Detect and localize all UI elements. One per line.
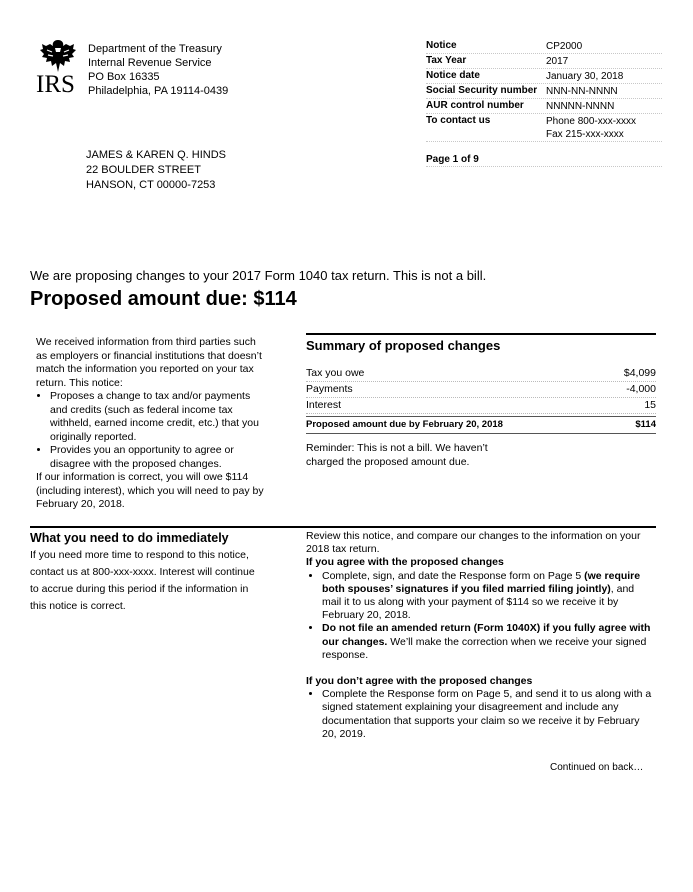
agree-b2-c: We’ll make the correction when we receive your signed response.	[322, 635, 647, 661]
recipient-line: 22 BOULDER STREET	[86, 164, 201, 176]
notice-info-table	[426, 39, 662, 167]
notice-label: Notice	[426, 40, 457, 51]
section-divider	[30, 526, 656, 528]
logo-text: IRS	[36, 71, 75, 98]
page-indicator: Page 1 of 9	[426, 142, 662, 167]
list-item	[322, 570, 656, 623]
summary-row	[306, 382, 656, 398]
notice-date-row	[426, 69, 662, 84]
aur-label: AUR control number	[426, 100, 524, 111]
notice-date-label: Notice date	[426, 70, 480, 81]
agree-b2-bold: Do not file an amended return (Form 1040X) if you fully agree with our changes.	[322, 622, 651, 648]
received-text: We received information from third parties such as employers or financial institutions that doesn’t match the information you reported on your tax return. This notice:	[36, 336, 262, 389]
received-closing: If our information is correct, you will owe $114 (including interest), which you will need to pay by February 20, 2018.	[36, 471, 264, 510]
received-list	[36, 390, 264, 471]
summary-of-changes	[306, 333, 656, 434]
agree-b1-a: Complete, sign, and date the Response form on Page 5	[322, 569, 585, 582]
contact-row	[426, 114, 662, 142]
list-item: • Provides you an opportunity to agree or disagree with the proposed changes.	[50, 444, 264, 471]
contact-phone: Phone 800-xxx-xxxx	[546, 116, 637, 127]
agree-heading: If you agree with the proposed changes	[306, 556, 504, 569]
eagle-icon	[38, 38, 78, 74]
summary-row	[306, 398, 656, 414]
summary-heading: Summary of proposed changes	[306, 333, 656, 358]
agree-list	[306, 570, 656, 662]
review-intro: Review this notice, and compare our changes to the information on your 2018 tax return.	[306, 530, 641, 556]
aur-value: NNNNN-NNNN	[546, 101, 615, 112]
list-item: • Complete the Response form on Page 5, and send it to us along with a signed statement explaining your disagreement and include any documentation that supports your claim so we receive it by February 20, 2019.	[322, 688, 656, 741]
contact-label: To contact us	[426, 115, 491, 126]
summary-row	[306, 366, 656, 382]
summary-label: Tax you owe	[306, 367, 365, 379]
agree-b1-c: , and mail it to us along with your payment of $114 so we receive it by February 20, 2018.	[322, 582, 635, 622]
contact-fax: Fax 215-xxx-xxxx	[546, 129, 624, 140]
what-to-do-text: If you need more time to respond to this notice, contact us at 800-xxx-xxxx. Interest will continue to accrue during this period if the information in this notice is correct.	[30, 549, 255, 612]
tax-year-value: 2017	[546, 56, 569, 67]
disagree-list	[306, 688, 656, 741]
ssn-value: NNN-NN-NNNN	[546, 86, 618, 97]
contact-value	[546, 114, 662, 141]
notice-value: CP2000	[546, 41, 583, 52]
reminder-text: Reminder: This is not a bill. We haven’t charged the proposed amount due.	[306, 442, 488, 468]
summary-value: -4,000	[626, 383, 656, 395]
summary-value: 15	[644, 399, 656, 411]
tax-year-row	[426, 54, 662, 69]
agency-address	[88, 42, 228, 98]
ssn-label: Social Security number	[426, 85, 538, 96]
recipient-address	[86, 148, 226, 193]
summary-value: $4,099	[623, 367, 656, 379]
continued-on-back: Continued on back…	[550, 762, 644, 773]
notice-date-value: January 30, 2018	[546, 71, 624, 82]
ssn-row	[426, 84, 662, 99]
summary-label: Interest	[306, 399, 342, 411]
summary-total-label: Proposed amount due by February 20, 2018	[306, 419, 503, 430]
agency-line: Philadelphia, PA 19114-0439	[88, 85, 229, 97]
intro-text: We are proposing changes to your 2017 Form 1040 tax return. This is not a bill.	[30, 268, 487, 283]
irs-logo	[36, 38, 80, 96]
recipient-line: JAMES & KAREN Q. HINDS	[86, 149, 226, 161]
received-info	[36, 336, 264, 512]
agency-line: Department of the Treasury	[88, 43, 222, 55]
tax-year-label: Tax Year	[426, 55, 467, 66]
recipient-line: HANSON, CT 00000-7253	[86, 179, 216, 191]
review-section	[306, 530, 656, 741]
list-item: • Proposes a change to tax and/or payments and credits (such as federal income tax withheld, earned income credit, etc.) that you originally reported.	[50, 390, 264, 444]
page-title: Proposed amount due: $114	[30, 288, 297, 310]
summary-total-row	[306, 416, 656, 434]
agency-line: Internal Revenue Service	[88, 57, 212, 69]
disagree-heading: If you don’t agree with the proposed changes	[306, 675, 533, 688]
agency-line: PO Box 16335	[88, 71, 160, 83]
agree-b1-bold: (we require both spouses’ signatures if you filed married filing jointly)	[322, 569, 641, 595]
what-to-do-heading: What you need to do immediately	[30, 531, 229, 545]
list-item	[322, 622, 656, 662]
notice-row	[426, 39, 662, 54]
summary-total-value: $114	[635, 419, 656, 430]
aur-row	[426, 99, 662, 114]
summary-label: Payments	[306, 383, 353, 395]
